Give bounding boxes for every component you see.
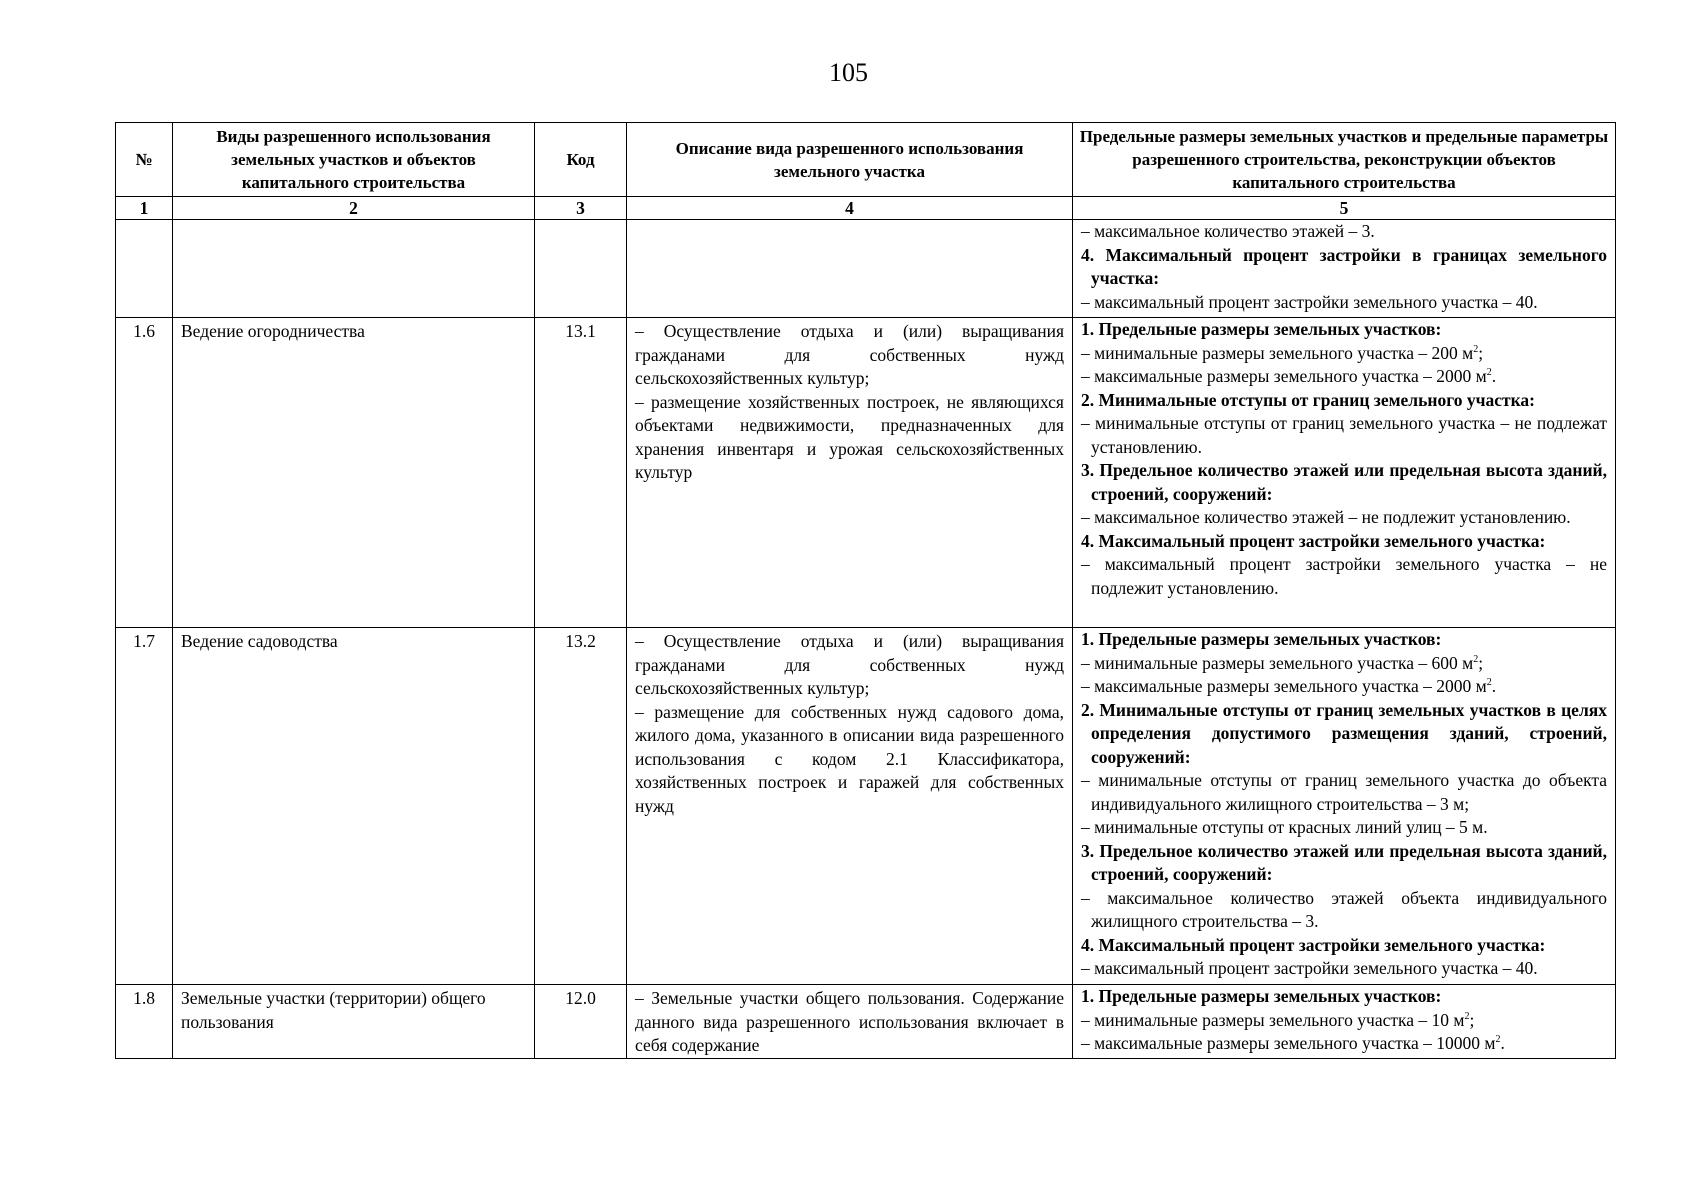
page-number: 105	[829, 58, 868, 87]
cell-number: 1.7	[116, 628, 173, 985]
column-number: 2	[173, 197, 535, 220]
limit-item: – минимальные отступы от красных линий улиц – 5 м.	[1081, 817, 1488, 837]
table-row	[116, 628, 1616, 985]
column-number: 3	[535, 197, 627, 220]
limit-heading: 1. Предельные размеры земельных участков:	[1081, 629, 1442, 649]
limit-heading: 1. Предельные размеры земельных участков:	[1081, 986, 1442, 1006]
description-paragraph: – Осуществление отдыха и (или) выращивания гражданами для собственных нужд сельскохозяйственных культур;	[635, 631, 1064, 698]
limit-heading: 2. Минимальные отступы от границ земельного участка:	[1081, 389, 1535, 410]
limit-heading: 4. Максимальный процент застройки земельного участка:	[1081, 934, 1546, 955]
limit-item: – минимальные размеры земельного участка – 10 $м^2$;	[1081, 1009, 1475, 1030]
cell-limits	[1073, 318, 1616, 628]
cell-code: 12.0	[535, 985, 627, 1059]
description-paragraph: – Осуществление отдыха и (или) выращивания гражданами для собственных нужд сельскохозяйственных культур;	[635, 321, 1064, 388]
limit-item: – максимальный процент застройки земельного участка – 40.	[1081, 291, 1538, 312]
cell-usage-kind	[173, 220, 535, 318]
cell-description	[627, 220, 1073, 318]
limit-item: – максимальные размеры земельного участка – 2000 $м^2$.	[1081, 676, 1497, 696]
description-paragraph: – Земельные участки общего пользования. Содержание данного вида разрешенного использования включает в себя содержание	[635, 988, 1064, 1055]
cell-limits	[1073, 220, 1616, 318]
table-row-continuation	[116, 220, 1616, 318]
limit-item: – максимальное количество этажей – не подлежит установлению.	[1081, 507, 1571, 527]
description-paragraph: – размещение для собственных нужд садового дома, жилого дома, указанного в описании вида разрешенного использования с кодом 2.1 Классификатора, хозяйственных построек и гаражей для собственных нужд	[635, 701, 1064, 816]
limit-item: – максимальное количество этажей – 3.	[1081, 221, 1375, 241]
land-use-table	[115, 122, 1616, 1059]
cell-description	[627, 628, 1073, 985]
limit-item: – максимальный процент застройки земельного участка – 40.	[1081, 958, 1538, 978]
header-usage-kind: Виды разрешенного использования земельных участков и объектов капитального строительства	[173, 123, 535, 197]
limit-heading: 3. Предельное количество этажей или предельная высота зданий, строений, сооружений:	[1081, 460, 1607, 504]
column-number: 5	[1073, 197, 1616, 220]
limit-item: – максимальные размеры земельного участка – 10000 $м^2$.	[1081, 1033, 1505, 1053]
cell-description	[627, 318, 1073, 628]
cell-code: 13.1	[535, 318, 627, 628]
limit-heading: 4. Максимальный процент застройки земельного участка:	[1081, 530, 1546, 551]
limit-item: – максимальный процент застройки земельного участка – не подлежит установлению.	[1081, 554, 1607, 598]
cell-usage-kind: Ведение огородничества	[173, 318, 535, 628]
cell-code: 13.2	[535, 628, 627, 985]
column-number: 4	[627, 197, 1073, 220]
limit-heading: 1. Предельные размеры земельных участков:	[1081, 319, 1442, 339]
table-row	[116, 318, 1616, 628]
table-row	[116, 985, 1616, 1059]
cell-limits	[1073, 628, 1616, 985]
cell-number: 1.6	[116, 318, 173, 628]
cell-number	[116, 220, 173, 318]
header-number: №	[116, 123, 173, 197]
limit-item: – максимальное количество этажей объекта индивидуального жилищного строительства – 3.	[1081, 887, 1607, 931]
limit-item: – минимальные размеры земельного участка – 200 $м^2$;	[1081, 342, 1484, 363]
header-limits: Предельные размеры земельных участков и предельные параметры разрешенного строительства, реконструкции объектов капитального строительства	[1073, 123, 1616, 197]
table-header-row	[116, 123, 1616, 197]
limit-item: – максимальные размеры земельного участка – 2000 $м^2$.	[1081, 366, 1497, 386]
column-number: 1	[116, 197, 173, 220]
cell-number: 1.8	[116, 985, 173, 1059]
description-paragraph: – размещение хозяйственных построек, не являющихся объектами недвижимости, предназначенных для хранения инвентаря и урожая сельскохозяйственных культур	[635, 391, 1064, 482]
cell-description	[627, 985, 1073, 1059]
header-description: Описание вида разрешенного использования земельного участка	[627, 123, 1073, 197]
limit-item: – минимальные размеры земельного участка – 600 $м^2$;	[1081, 652, 1484, 673]
cell-usage-kind: Ведение садоводства	[173, 628, 535, 985]
limit-heading: 2. Минимальные отступы от границ земельных участков в целях определения допустимого размещения зданий, строений, сооружений:	[1081, 699, 1607, 767]
cell-limits	[1073, 985, 1616, 1059]
limit-item: – минимальные отступы от границ земельного участка до объекта индивидуального жилищного строительства – 3 м;	[1081, 770, 1607, 814]
limit-item: – минимальные отступы от границ земельного участка – не подлежат установлению.	[1081, 413, 1607, 457]
cell-code	[535, 220, 627, 318]
column-number-row	[116, 197, 1616, 220]
limit-heading: 4. Максимальный процент застройки в границах земельного участка:	[1081, 244, 1607, 288]
cell-usage-kind: Земельные участки (территории) общего пользования	[173, 985, 535, 1059]
limit-heading: 3. Предельное количество этажей или предельная высота зданий, строений, сооружений:	[1081, 840, 1607, 884]
header-code: Код	[535, 123, 627, 197]
